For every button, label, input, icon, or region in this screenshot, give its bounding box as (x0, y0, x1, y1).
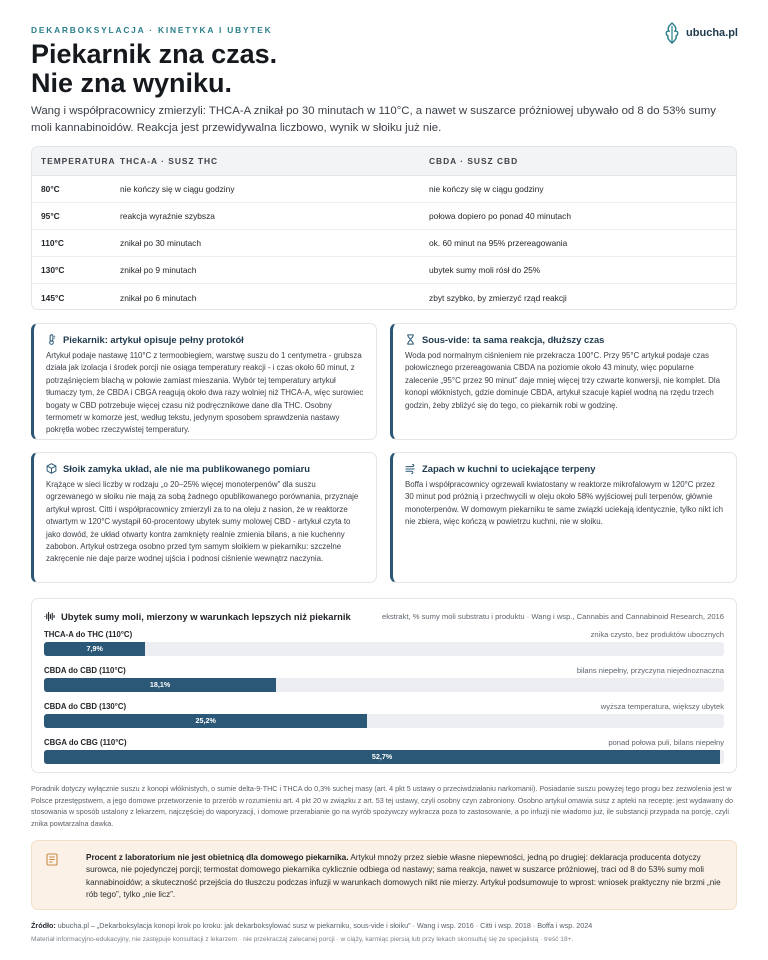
card-body: Woda pod normalnym ciśnieniem nie przekracza 100°C. Przy 95°C artykuł podaje czas połowicznego przereagowania CBDA na poziomie około 43 minuty, więc popularne zalecenie „95°C przez 90 minut” daje mniej więcej trzy czwarte konwersji, nie komplet. Dla konopi włóknistych, gdzie dominuje CBDA, artykuł szacuje kąpiel wodną na rzędu trzech godzin, żeby zbliżyć się do tego, co piekarnik robi w godzinę. (405, 351, 720, 410)
document-icon (46, 853, 58, 866)
logo-text: ubucha.pl (686, 27, 738, 39)
title-line-1: Piekarnik zna czas. (31, 39, 278, 69)
table-row (32, 257, 736, 284)
table-cell: znikał po 30 minutach (120, 238, 202, 248)
table-cell: reakcja wyraźnie szybsza (120, 211, 215, 221)
card-terpenes (390, 452, 737, 583)
source-line (31, 921, 592, 930)
card-title: Słoik zamyka układ, ale nie ma publikowanego pomiaru (63, 463, 310, 474)
table-cell: 95°C (41, 211, 60, 221)
card-body: Artykuł podaje nastawę 110°C z termoobiegiem, warstwę suszu do 1 centymetra - grubsza działa jak izolacja i środek porcji nie osiąga temperatury reakcji - i czas około 60 minut, z potrząśnięciem blachą w połowie zamiast mieszania. Wybór tej temperatury artykuł tłumaczy tym, że CBDA i CBGA reagują około dwa razy wolniej niż THCA-A, więc surowiec bogaty w CBD potrzebuje więcej czasu niż podręcznikowe dane dla THC. Osobny termometr w komorze jest, według tekstu, jedynym sposobem sprawdzenia nastawy pokrętła wobec rzeczywistej temperatury. (46, 351, 364, 435)
card-title: Piekarnik: artykuł opisuje pełny protokół (63, 334, 244, 345)
loss-chart (31, 598, 737, 773)
bar-value-label: 18,1% (149, 680, 171, 689)
bar-note: bilans niepełny, przyczyna niejednoznaczna (576, 666, 724, 675)
card-title: Sous-vide: ta sama reakcja, dłuższy czas (422, 334, 605, 345)
wind-icon (405, 463, 416, 474)
chart-source: ekstrakt, % sumy moli substratu i produktu · Wang i wsp., Cannabis and Cannabinoid Research, 2016 (381, 612, 724, 621)
table-cell: znikał po 9 minutach (120, 265, 197, 275)
bar-track (44, 750, 724, 764)
bar-value-label: 7,9% (86, 644, 103, 653)
card-body: Boffa i współpracownicy ogrzewali kwiatostany w reaktorze mikrofalowym w 120°C przez 30 minut pod próżnią i przechwycili w oleju około 58% wyjściowej puli terpenów, głównie monoterpenów. W domowym piekarniku te same związki uciekają identycznie, tylko nikt ich nie zbiera, więc kończą w powietrzu kuchni, nie w słoiku. (405, 480, 723, 527)
page-title (31, 40, 277, 98)
bar-track (44, 678, 724, 692)
source-text: ubucha.pl – „Dekarboksylacja konopi krok po kroku: jak dekarboksylować susz w piekarniku, sous-vide i słoiku” · Wang i wsp. 2016 · Citti i wsp. 2018 · Boffa i wsp. 2024 (55, 921, 593, 930)
table-cell: 80°C (41, 184, 60, 194)
disclaimer: Materiał informacyjno-edukacyjny, nie zastępuje konsultacji z lekarzem · nie przekraczaj zalecanej porcji · w ciąży, karmiąc piersią lub przy lekach skonsultuj się ze specjalistą · treść 18+. (31, 936, 574, 943)
bar-category-label: CBDA do CBD (130°C) (44, 702, 127, 711)
note-bold: Procent z laboratorium nie jest obietnicą dla domowego piekarnika. (86, 853, 349, 862)
lead-paragraph: Wang i współpracownicy zmierzyli: THCA-A znikał po 30 minutach w 110°C, a nawet w suszarce próżniowej ubywało od 8 do 53% sumy moli kannabinoidów. Reakcja jest przewidywalna liczbowo, wynik w słoiku już nie. (31, 105, 716, 134)
table-cell: połowa dopiero po ponad 40 minutach (429, 211, 572, 221)
table-cell: nie kończy się w ciągu godziny (429, 184, 544, 194)
table-cell: 110°C (41, 238, 64, 248)
table-row (32, 230, 736, 257)
note-box (31, 840, 737, 910)
table-header-cell: THCA-A · SUSZ THC (120, 156, 219, 166)
bar-note: wyższa temperatura, większy ubytek (600, 702, 724, 711)
card-header (46, 463, 364, 474)
note-text: Artykuł mnoży przez siebie własne niepewności, jedną po drugiej: deklaracja producenta dotyczy surowca, nie pojedynczej porcji; termostat domowego piekarnika cyklicznie odbiega od nastawy; sama reakcja, nawet w suszarce próżniowej, traci od 8 do 53% sumy moli kannabinoidów; a skuteczność przejścia do tłuszczu podczas infuzji w warunkach domowych nikt nie mierzy. Artykuł podsumowuje to wprost: wniosek praktyczny nie brzmi „nie rób tego”, tylko „nie licz”. (86, 853, 721, 900)
table-cell: nie kończy się w ciągu godziny (120, 184, 235, 194)
title-line-2: Nie zna wyniku. (31, 68, 233, 98)
leaf-logo-icon (663, 22, 681, 44)
bar-category-label: CBGA do CBG (110°C) (44, 738, 127, 747)
bar-value-label: 25,2% (195, 716, 216, 725)
cube-icon (46, 463, 57, 474)
card-jar (31, 452, 377, 583)
source-label: Źródło: (31, 921, 56, 930)
table-header-cell: TEMPERATURA (41, 156, 116, 166)
waveform-icon (44, 611, 55, 622)
bar-track (44, 714, 724, 728)
table-cell: ok. 60 minut na 95% przereagowania (429, 238, 568, 248)
logo[interactable] (663, 22, 738, 44)
bar-category-label: CBDA do CBD (110°C) (44, 666, 126, 675)
table-cell: 145°C (41, 292, 65, 303)
thermometer-icon (46, 334, 57, 345)
table-header-cell: CBDA · SUSZ CBD (429, 156, 519, 166)
card-header (405, 463, 724, 474)
card-header (405, 334, 724, 345)
bar-note: znika czysto, bez produktów ubocznych (590, 630, 724, 639)
chart-header (44, 611, 351, 622)
bar-value-label: 52,7% (371, 752, 393, 761)
table-cell: zbyt szybko, by zmierzyć rząd reakcji (429, 292, 567, 303)
chart-title: Ubytek sumy moli, mierzony w warunkach lepszych niż piekarnik (61, 611, 351, 622)
table-cell: 130°C (41, 265, 65, 275)
hourglass-icon (405, 334, 416, 345)
card-header (46, 334, 364, 345)
card-title: Zapach w kuchni to uciekające terpeny (422, 463, 596, 474)
card-body: Krążące w sieci liczby w rodzaju „o 20–25% więcej monoterpenów” dla suszu ogrzewanego w słoiku nie mają za sobą żadnego opublikowanego porównania, przyznaje artykuł wprost. Citti i współpracownicy zmierzyli za to na oleju z nasion, że w reaktorze otwartym w 120°C wystąpił 60-procentowy ubytek sumy molowej CBD - artykuł czyta to jako dowód, że układ otwarty kontra zamknięty realnie zmienia bilans, a nie kuchenny zabobon. Artykuł ostrzega osobno przed tym samym słoikiem w piekarniku: szczelne zakręcenie nie daje parze wodnej ujścia i podnosi ciśnienie wewnątrz naczynia. (46, 480, 359, 564)
table-row (32, 284, 736, 310)
table-header-row (32, 147, 736, 176)
table-cell: znikał po 6 minutach (120, 292, 197, 303)
bar-category-label: THCA-A do THC (110°C) (44, 630, 133, 639)
card-sous-vide (390, 323, 737, 440)
card-oven (31, 323, 377, 440)
bar-note: ponad połowa puli, bilans niepełny (608, 738, 724, 747)
temperature-table (31, 146, 737, 310)
table-cell: ubytek sumy moli rósł do 25% (429, 265, 541, 275)
table-row (32, 203, 736, 230)
kicker: DEKARBOKSYLACJA · KINETYKA I UBYTEK (31, 25, 273, 35)
table-row (32, 176, 736, 203)
bar-track (44, 642, 724, 656)
legal-text: Poradnik dotyczy wyłącznie suszu z konopi włóknistych, o sumie delta-9-THC i THCA do 0,3% suchej masy (art. 4 pkt 5 ustawy o przeciwdziałaniu narkomanii). Posiadanie suszu powyżej tego progu bez zezwolenia jest w Polsce przestępstwem, a jego domowe przetworzenie to przerób w rozumieniu art. 4 pkt 20 w związku z art. 53 tej ustawy, czyli osobny czyn zabroniony. Osobno artykuł omawia susz z apteki na receptę: jest wydawany do stosowania w sposób ustalony z lekarzem, najczęściej do waporyzacji, i domowe przerabianie go na wyrób spożywczy wykracza poza to zastosowanie, a po infuzji nie wiadomo już, ile substancji przypada na porcję, czyli znika powtarzalna dawka. (31, 784, 734, 828)
